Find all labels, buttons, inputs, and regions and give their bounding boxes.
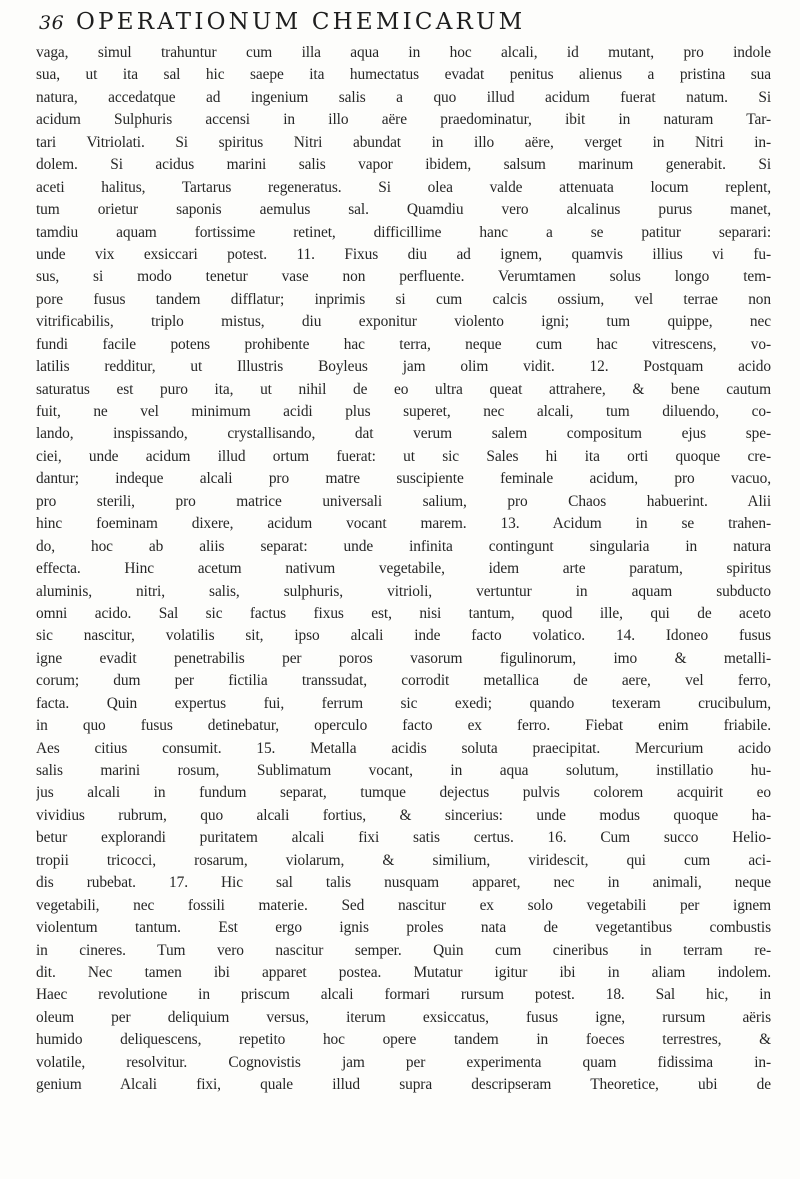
text-line: jus alcali in fundum separat, tumque dejectus pulvis colorem acquirit eo	[36, 784, 771, 802]
text-line: fundi facile potens prohibente hac terra, neque cum hac vitrescens, vo-	[36, 335, 771, 353]
text-line: violentum tantum. Est ergo ignis proles nata de vegetantibus combustis	[36, 919, 771, 937]
text-line: betur explorandi puritatem alcali fixi satis certus. 16. Cum succo Helio-	[36, 829, 771, 847]
text-line: genium Alcali fixi, quale illud supra descripseram Theoretice, ubi de	[36, 1076, 771, 1094]
text-line: in quo fusus detinebatur, operculo facto ex ferro. Fiebat enim friabile.	[36, 717, 771, 735]
text-line: in cineres. Tum vero nascitur semper. Quin cum cineribus in terram re-	[36, 941, 771, 959]
text-line: oleum per deliquium versus, iterum exsiccatus, fusus igne, rursum aëris	[36, 1008, 771, 1026]
text-line: tropii tricocci, rosarum, violarum, & similium, viridescit, qui cum aci-	[36, 851, 771, 869]
text-line: latilis redditur, ut Illustris Boyleus jam olim vidit. 12. Postquam acido	[36, 358, 771, 376]
text-line: humido deliquescens, repetito hoc opere tandem in foeces terrestres, &	[36, 1031, 771, 1049]
text-line: Haec revolutione in priscum alcali formari rursum potest. 18. Sal hic, in	[36, 986, 771, 1004]
text-line: sus, si modo tenetur vase non perfluente. Verumtamen solus longo tem-	[36, 268, 771, 286]
text-line: natura, accedatque ad ingenium salis a quo illud acidum fuerat natum. Si	[36, 88, 771, 106]
text-line: effecta. Hinc acetum nativum vegetabile, idem arte paratum, spiritus	[36, 560, 771, 578]
text-line: aceti halitus, Tartarus regeneratus. Si olea valde attenuata locum replent,	[36, 178, 771, 196]
text-line: dis rubebat. 17. Hic sal talis nusquam apparet, nec in animali, neque	[36, 874, 771, 892]
text-line: pore fusus tandem difflatur; inprimis si cum calcis ossium, vel terrae non	[36, 290, 771, 308]
text-line: vividius rubrum, quo alcali fortius, & sincerius: unde modus quoque ha-	[36, 806, 771, 824]
text-line: pro sterili, pro matrice universali salium, pro Chaos habuerint. Alii	[36, 492, 771, 510]
text-line: tari Vitriolati. Si spiritus Nitri abundat in illo aëre, verget in Nitri in-	[36, 133, 771, 151]
text-line: facta. Quin expertus fui, ferrum sic exedi; quando texeram crucibulum,	[36, 694, 771, 712]
text-line: acidum Sulphuris accensi in illo aëre praedominatur, ibit in naturam Tar-	[36, 111, 771, 129]
page-number: 36	[39, 12, 65, 34]
page-header	[39, 6, 759, 40]
text-line: salis marini rosum, Sublimatum vocant, in aqua solutum, instillatio hu-	[36, 762, 771, 779]
text-line: ciei, unde acidum illud ortum fuerat: ut sic Sales hi ita orti quoque cre-	[36, 447, 771, 465]
body-text	[36, 42, 771, 1097]
text-line: aluminis, nitri, salis, sulphuris, vitrioli, vertuntur in aquam subducto	[36, 582, 771, 600]
text-line: saturatus est puro ita, ut nihil de eo ultra queat attrahere, & bene cautum	[36, 380, 771, 398]
text-line: dolem. Si acidus marini salis vapor ibidem, salsum marinum generabit. Si	[36, 156, 771, 174]
text-line: lando, inspissando, crystallisando, dat verum salem compositum ejus spe-	[36, 425, 771, 443]
text-line: fuit, ne vel minimum acidi plus superet, nec alcali, tum diluendo, co-	[36, 403, 771, 420]
text-line: do, hoc ab aliis separat: unde infinita contingunt singularia in natura	[36, 537, 771, 555]
text-line: dantur; indeque alcali pro matre suscipiente feminale acidum, pro vacuo,	[36, 470, 771, 488]
text-line: tamdiu aquam fortissime retinet, difficillime hanc a se patitur separari:	[36, 223, 771, 241]
text-line: igne evadit penetrabilis per poros vasorum figulinorum, imo & metalli-	[36, 649, 771, 667]
running-head: OPERATIONUM CHEMICARUM	[76, 9, 526, 35]
text-line: vitrificabilis, triplo mistus, diu exponitur violento igni; tum quippe, nec	[36, 313, 771, 331]
text-line: sua, ut ita sal hic saepe ita humectatus evadat penitus alienus a pristina sua	[36, 66, 771, 84]
text-line: Aes citius consumit. 15. Metalla acidis soluta praecipitat. Mercurium acido	[36, 739, 771, 757]
text-line: vaga, simul trahuntur cum illa aqua in hoc alcali, id mutant, pro indole	[36, 44, 771, 61]
text-line: dit. Nec tamen ibi apparet postea. Mutatur igitur ibi in aliam indolem.	[36, 963, 771, 981]
text-line: hinc foeminam dixere, acidum vocant marem. 13. Acidum in se trahen-	[36, 515, 771, 533]
text-line: corum; dum per fictilia transsudat, corrodit metallica de aere, vel ferro,	[36, 672, 771, 690]
text-line: omni acido. Sal sic factus fixus est, nisi tantum, quod ille, qui de aceto	[36, 604, 771, 622]
text-line: sic nascitur, volatilis sit, ipso alcali inde facto volatico. 14. Idoneo fusus	[36, 627, 771, 645]
text-line: vegetabili, nec fossili materie. Sed nascitur ex solo vegetabili per ignem	[36, 896, 771, 914]
text-line: volatile, resolvitur. Cognovistis jam per experimenta quam fidissima in-	[36, 1053, 771, 1071]
text-line: unde vix exsiccari potest. 11. Fixus diu ad ignem, quamvis illius vi fu-	[36, 245, 771, 263]
text-line: tum orietur saponis aemulus sal. Quamdiu vero alcalinus purus manet,	[36, 201, 771, 219]
